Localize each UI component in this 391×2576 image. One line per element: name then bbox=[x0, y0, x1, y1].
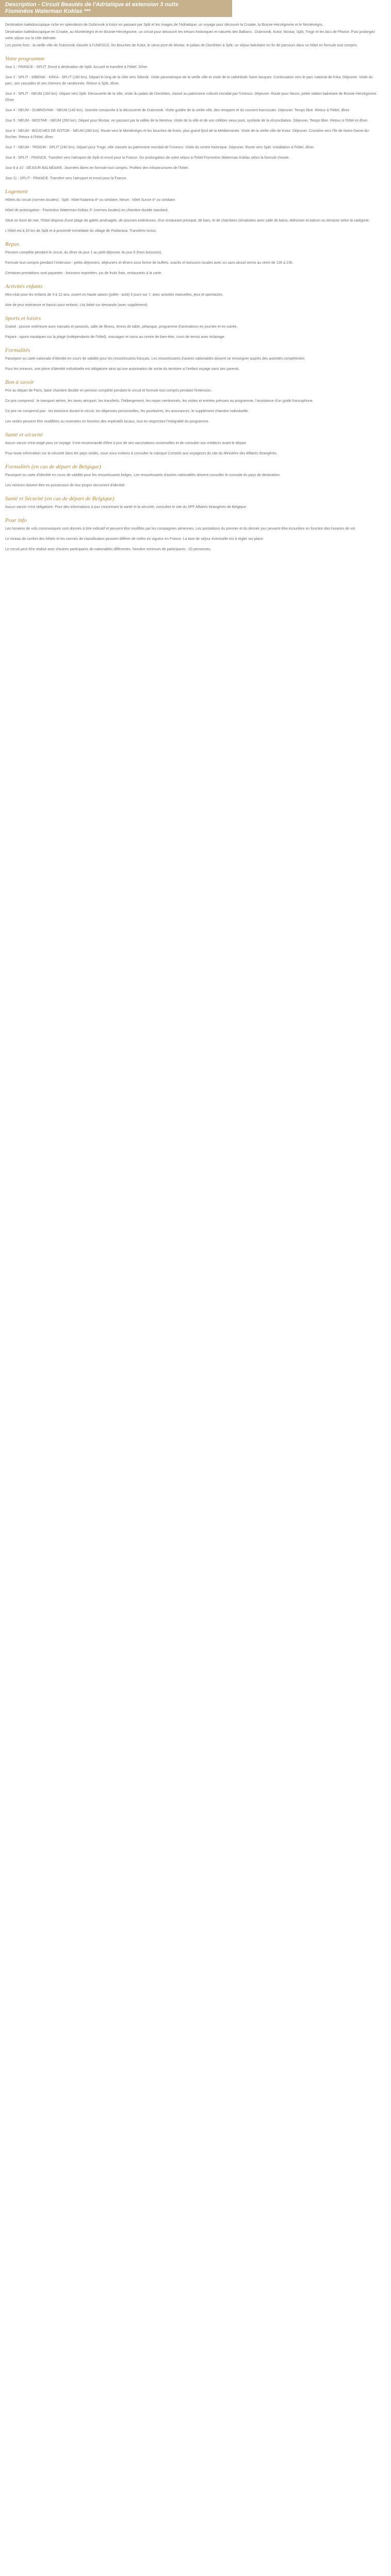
section-paragraph: Jour 5 : NEUM - MOSTAR - NEUM (260 km). Départ pour Mostar, en passant par la vallée de la Neretva. Visite de la ville et de son célèbre vieux pont, symbole de la réconciliation. Déjeuner. Temps libre. Retour à l'hôtel et dîner. bbox=[5, 119, 368, 123]
banner-title-line-1: Description - Circuit Beautés de l'Adriatique et extension 3 nuits bbox=[5, 2, 178, 8]
section-title: Pour info bbox=[5, 517, 27, 523]
section-paragraph: Jour 4 : NEUM - DUBROVNIK - NEUM (140 km). Journée consacrée à la découverte de Dubrovnik. Visite guidée de la vieille ville, des remparts et du couvent franciscain. Déjeuner. Temps libre. Retour à l'hôtel, dîner. bbox=[5, 109, 350, 112]
section-paragraph: Formule tout compris pendant l'extension : petits déjeuners, déjeuners et dîners sous forme de buffets, snacks et boissons locales avec ou sans alcool servis au verre de 10h à 23h. bbox=[5, 261, 294, 265]
section-title: Formalités (en cas de départ de Belgique) bbox=[5, 464, 101, 470]
section-paragraph: Pour les mineurs, une pièce d'identité individuelle est obligatoire ainsi qu'une autorisation de sortie du territoire si l'enfant voyage sans ses parents. bbox=[5, 367, 240, 371]
section bbox=[5, 463, 382, 489]
sections bbox=[5, 55, 382, 553]
section-paragraph: Aucun vaccin n'est exigé pour ce voyage. Il est recommandé d'être à jour de ses vaccinations universelles et de consulter son médecin avant le départ. bbox=[5, 442, 247, 445]
section-title: Bon à savoir bbox=[5, 379, 35, 385]
section bbox=[5, 347, 382, 372]
section-title: Repas bbox=[5, 241, 19, 247]
section-paragraph: Jour 2 : SPLIT - SIBENIK - KRKA - SPLIT (160 km). Départ le long de la côte vers Sibenik. Visite panoramique de la vieille ville et visite de la cathédrale Saint-Jacques. Continuation vers le parc national de Krka. Déjeuner. Visite du parc, ses cascades et ses chemins de randonnée. Retour à Split, dîner. bbox=[5, 76, 373, 86]
section-paragraph: Payant : sports nautiques sur la plage (indépendants de l'hôtel), massages et soins au centre de bien-être, court de tennis avec éclairage. bbox=[5, 335, 225, 339]
section-paragraph: Ce prix ne comprend pas : les boissons durant le circuit, les dépenses personnelles, les pourboires, les assurances, le supplément chambre individuelle. bbox=[5, 410, 249, 413]
banner-title-line-2: Fisminéos Waterman Koklas *** bbox=[5, 8, 91, 14]
page-banner bbox=[0, 0, 232, 17]
section bbox=[5, 55, 382, 182]
section-paragraph: Aire de jeux extérieure et bassin pour enfants. Lits bébé sur demande (avec supplément). bbox=[5, 303, 149, 307]
section-paragraph: Gratuit : piscine extérieure avec transats et parasols, salle de fitness, tennis de table, pétanque, programme d'animations en journée et en soirée. bbox=[5, 325, 238, 329]
section-paragraph: Situé en bord de mer, l'hôtel dispose d'une plage de galets aménagée, de piscines extérieures, d'un restaurant principal, de bars, et de chambres climatisées avec salle de bains, télévision et balcon ou terrasse selon la catégorie. bbox=[5, 219, 370, 223]
section-paragraph: Les visites peuvent être modifiées ou inversées en fonction des impératifs locaux, tout en respectant l'intégralité du programme. bbox=[5, 420, 209, 423]
content bbox=[0, 17, 387, 553]
section-paragraph: Jour 8 à 10 : SÉJOUR BALNÉAIRE. Journées libres en formule tout compris. Profitez des infrastructures de l'hôtel. bbox=[5, 166, 189, 170]
section-title: Formalités bbox=[5, 347, 30, 353]
section-paragraph: Jour 1 : FRANCE - SPLIT. Envol à destination de Split. Accueil et transfert à l'hôtel. Dîner. bbox=[5, 65, 149, 69]
intro-paragraph: Destination kaléidoscopique riche en splendeurs de Dubrovnik à Kotor en passant par Split et les rivages de l'Adriatique, un voyage pour découvrir la Croatie, la Bosnie-Herzégovine et le Monténégro. bbox=[5, 23, 323, 27]
section-paragraph: Les mineurs doivent être en possession de leur propre document d'identité. bbox=[5, 484, 126, 487]
section bbox=[5, 379, 382, 425]
intro-paragraph: Les points forts : la vieille ville de Dubrovnik classée à l'UNESCO, les Bouches de Kotor, le vieux pont de Mostar, le palais de Dioclétien à Split, un séjour balnéaire en fin de parcours dans un hôtel en formule tout compris. bbox=[5, 44, 358, 47]
section-paragraph: Ce prix comprend : le transport aérien, les taxes aéroport, les transferts, l'hébergement, les repas mentionnés, les visites et entrées prévues au programme, l'assistance d'un guide francophone. bbox=[5, 399, 314, 403]
section-paragraph: Pour toute information sur la sécurité dans les pays visités, nous vous invitons à consulter la rubrique Conseils aux voyageurs du site du Ministère des Affaires étrangères. bbox=[5, 452, 278, 455]
section bbox=[5, 431, 382, 457]
section-paragraph: Pension complète pendant le circuit, du dîner du jour 1 au petit déjeuner du jour 8 (hors boissons). bbox=[5, 251, 162, 255]
section-paragraph: Passeport ou carte nationale d'identité en cours de validité pour les ressortissants français. Les ressortissants d'autres nationalités doivent se renseigner auprès des autorités compétentes. bbox=[5, 357, 306, 361]
section-paragraph: Hôtels du circuit (normes locales) : Split : hôtel Katarina 4* ou similaire, Neum : hôtel Sunce 4* ou similaire. bbox=[5, 198, 176, 202]
section bbox=[5, 517, 382, 553]
section-paragraph: Jour 11 : SPLIT - FRANCE. Transfert vers l'aéroport et envol pour la France. bbox=[5, 177, 127, 180]
section-paragraph: Mini-club pour les enfants de 4 à 12 ans, ouvert en haute saison (juillet - août) 6 jours sur 7, avec activités manuelles, jeux et spectacles. bbox=[5, 293, 223, 297]
section-paragraph: Jour 6 : NEUM - BOUCHES DE KOTOR - NEUM (280 km). Route vers le Monténégro et les bouches de Kotor, plus grand fjord de la Méditerranée. Visite de la vieille ville de Kotor. Déjeuner. Croisière vers l'île de Notre-Dame-du-Rocher. Retour à l'hôtel, dîner. bbox=[5, 129, 370, 139]
section-paragraph: Jour 7 : NEUM - TROGIR - SPLIT (240 km). Départ pour Trogir, ville classée au patrimoine mondial de l'Unesco. Visite du centre historique. Déjeuner. Route vers Split. Installation à l'hôtel, dîner. bbox=[5, 146, 315, 149]
section bbox=[5, 188, 382, 234]
section-title: Votre programme bbox=[5, 56, 45, 62]
section-paragraph: Le circuit peut être réalisé avec d'autres participants de nationalités différentes. Nombre minimum de participants : 20 personnes. bbox=[5, 548, 211, 551]
section-paragraph: Passeport ou carte d'identité en cours de validité pour les ressortissants belges. Les ressortissants d'autres nationalités doivent consulter le consulat du pays de destination. bbox=[5, 473, 281, 477]
section-paragraph: Jour 8 : SPLIT - FRANCE. Transfert vers l'aéroport de Split et envol pour la France. Ou prolongation de votre séjour à l'hôtel Fisminéos Waterman Koklas selon la formule choisie. bbox=[5, 156, 290, 160]
section-title: Santé et Sécurité (en cas de départ de Belgique) bbox=[5, 496, 115, 502]
section bbox=[5, 241, 382, 277]
section-paragraph: Les horaires de vols communiqués sont donnés à titre indicatif et peuvent être modifiés par les compagnies aériennes. Les prestations du premier et du dernier jour peuvent être écourtées en fonction des horaires de vol. bbox=[5, 527, 356, 531]
section-title: Logement bbox=[5, 189, 28, 195]
section-title: Sports et loisirs bbox=[5, 315, 41, 321]
section-paragraph: Hôtel de prolongation : Fisminéos Waterman Koklas 3* (normes locales) en chambre double standard. bbox=[5, 209, 169, 212]
section-paragraph: Le niveau de confort des hôtels et les normes de classification peuvent différer de celles en vigueur en France. La taxe de séjour éventuelle est à régler sur place. bbox=[5, 537, 264, 541]
section-paragraph: L'hôtel est à 20 km de Split et à proximité immédiate du village de Podstrana. Transferts inclus. bbox=[5, 229, 157, 233]
section bbox=[5, 315, 382, 341]
intro bbox=[5, 22, 382, 49]
section bbox=[5, 495, 382, 511]
section-paragraph: Certaines prestations sont payantes : boissons importées, jus de fruits frais, restaurants à la carte. bbox=[5, 272, 162, 275]
section-paragraph: Prix au départ de Paris, base chambre double en pension complète pendant le circuit et formule tout compris pendant l'extension. bbox=[5, 389, 212, 393]
section-paragraph: Aucun vaccin n'est obligatoire. Pour des informations à jour concernant la santé et la sécurité, consultez le site du SPF Affaires étrangères de Belgique. bbox=[5, 505, 247, 509]
section bbox=[5, 283, 382, 309]
section-paragraph: Jour 3 : SPLIT - NEUM (160 km). Départ vers Split. Découverte de la ville, visite du palais de Dioclétien, classé au patrimoine culturel mondial par l'Unesco. Déjeuner. Route pour Neum, petite station balnéaire de Bosnie-Herzégovine. Dîner. bbox=[5, 92, 378, 102]
intro-paragraph: Destination kaléidoscopique en Croatie, au Monténégro et en Bosnie-Herzégovine, un circuit pour découvrir les trésors historiques et naturels des Balkans : Dubrovnik, Kotor, Mostar, Split, Trogir et les lacs de Plitvice. Puis prolongez votre séjour sur la côte dalmate. bbox=[5, 30, 376, 40]
section-title: Santé et sécurité bbox=[5, 432, 43, 438]
section-title: Activités enfants bbox=[5, 283, 43, 290]
